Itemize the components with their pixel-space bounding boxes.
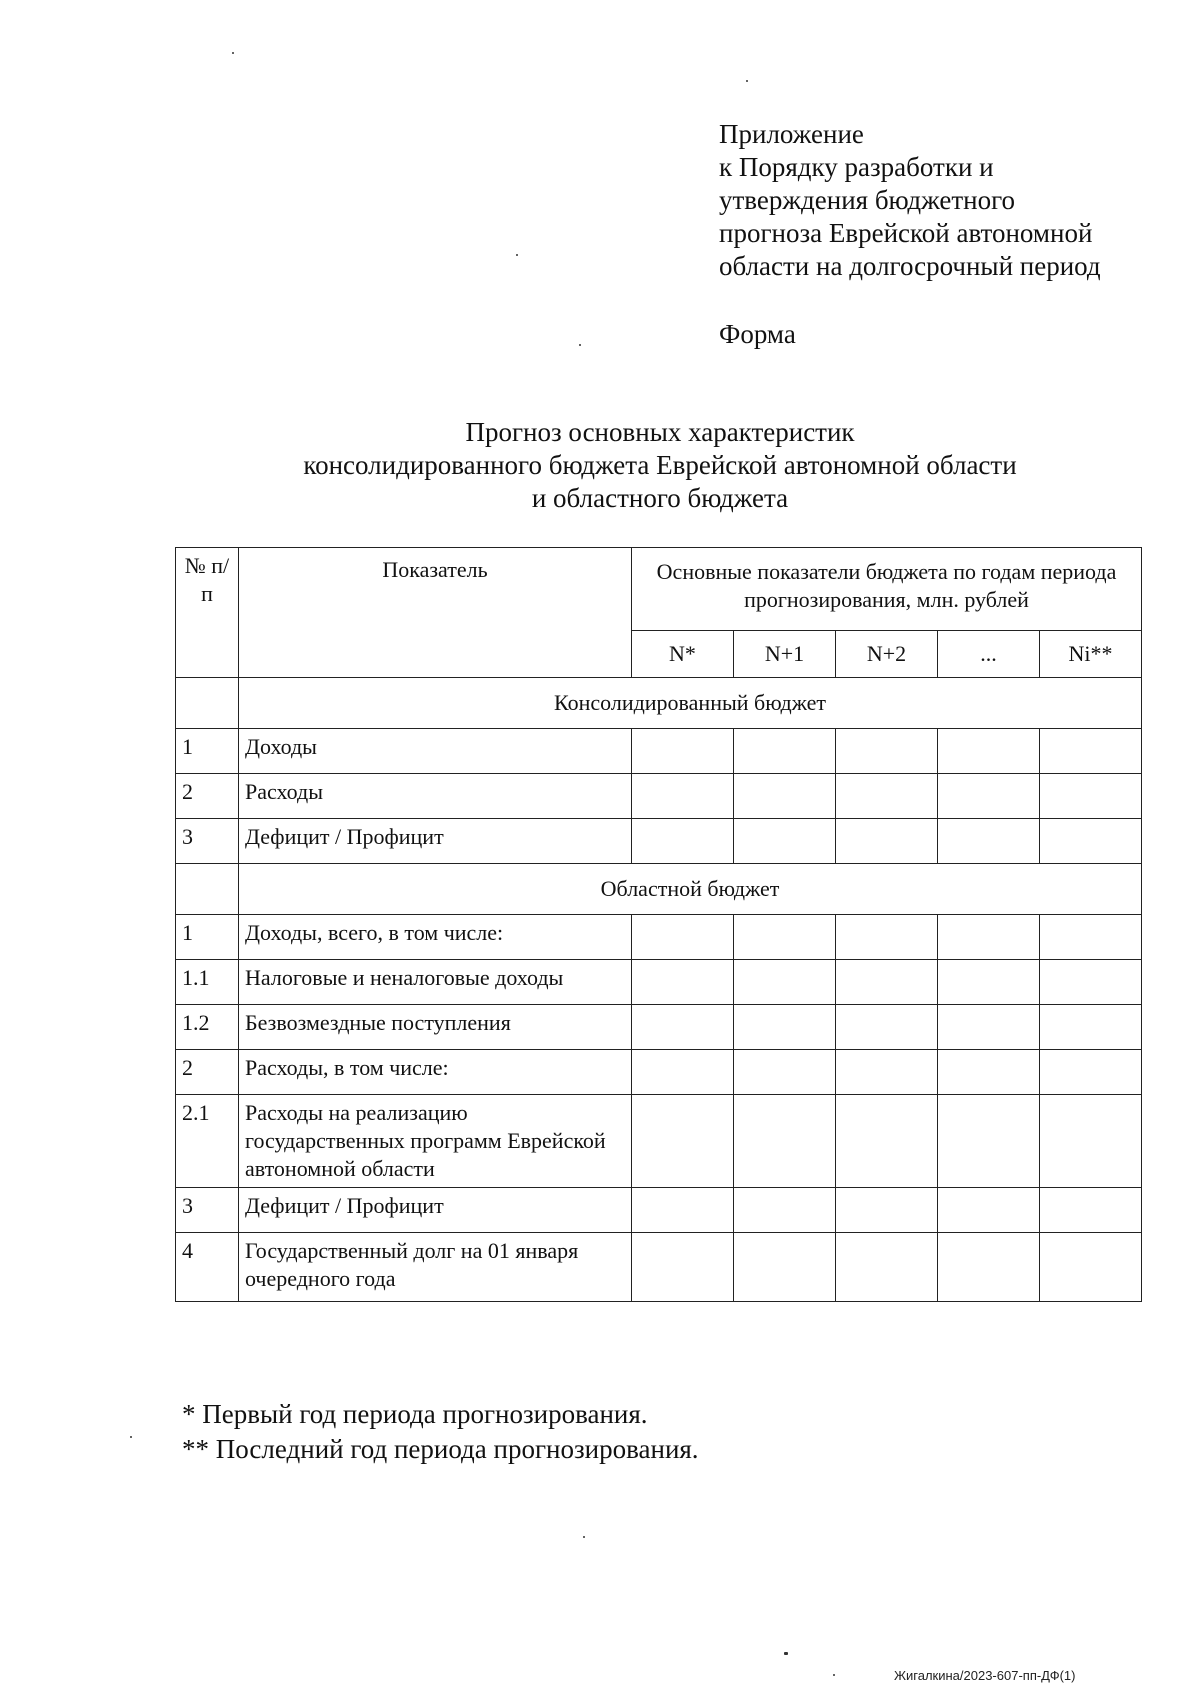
- section-title: Областной бюджет: [239, 864, 1142, 915]
- value-cell: [734, 1233, 836, 1302]
- section-row: [176, 678, 1142, 729]
- header-group: Основные показатели бюджета по годам периода прогнозирования, млн. рублей: [632, 548, 1142, 631]
- table-row: [176, 729, 1142, 774]
- title-line: и областного бюджета: [531, 483, 789, 513]
- value-cell: [632, 1005, 734, 1050]
- value-cell: [1040, 1233, 1142, 1302]
- value-cell: [836, 915, 938, 960]
- section-num-cell: [176, 864, 239, 915]
- scan-speck: [130, 1436, 132, 1438]
- value-cell: [836, 774, 938, 819]
- value-cell: [734, 1095, 836, 1188]
- table-row: [176, 819, 1142, 864]
- row-label: Безвозмездные поступления: [239, 1005, 632, 1050]
- table-row: [176, 960, 1142, 1005]
- header-num: № п/п: [176, 548, 239, 678]
- scan-speck: [583, 1536, 585, 1538]
- appendix-line: утверждения бюджетного: [719, 185, 1016, 215]
- table-row: [176, 1233, 1142, 1302]
- value-cell: [836, 1005, 938, 1050]
- scan-speck: [784, 1652, 788, 1655]
- section-num-cell: [176, 678, 239, 729]
- value-cell: [938, 729, 1040, 774]
- value-cell: [938, 1050, 1040, 1095]
- value-cell: [632, 1233, 734, 1302]
- table-row: [176, 1050, 1142, 1095]
- row-number: 4: [176, 1233, 239, 1302]
- value-cell: [836, 1188, 938, 1233]
- title-line: Прогноз основных характеристик: [465, 417, 855, 447]
- table-row: [176, 915, 1142, 960]
- table-row: [176, 1005, 1142, 1050]
- value-cell: [938, 819, 1040, 864]
- appendix-block: [719, 118, 1159, 283]
- table-body: [176, 678, 1142, 1302]
- section-title: Консолидированный бюджет: [239, 678, 1142, 729]
- value-cell: [1040, 774, 1142, 819]
- header-indicator: Показатель: [239, 548, 632, 678]
- value-cell: [938, 960, 1040, 1005]
- value-cell: [734, 1005, 836, 1050]
- header-year: N*: [632, 631, 734, 678]
- row-label: Дефицит / Профицит: [239, 819, 632, 864]
- footnotes: [182, 1397, 699, 1467]
- value-cell: [836, 1233, 938, 1302]
- value-cell: [734, 915, 836, 960]
- value-cell: [1040, 1005, 1142, 1050]
- value-cell: [734, 729, 836, 774]
- appendix-line: Приложение: [719, 119, 864, 149]
- header-year: Ni**: [1040, 631, 1142, 678]
- row-number: 2: [176, 774, 239, 819]
- scan-speck: [232, 52, 234, 54]
- appendix-line: прогноза Еврейской автономной: [719, 218, 1093, 248]
- value-cell: [1040, 1050, 1142, 1095]
- table-row: [176, 1095, 1142, 1188]
- value-cell: [632, 729, 734, 774]
- row-number: 3: [176, 1188, 239, 1233]
- value-cell: [734, 1050, 836, 1095]
- header-year: N+2: [836, 631, 938, 678]
- table-row: [176, 1188, 1142, 1233]
- value-cell: [938, 1005, 1040, 1050]
- row-label: Расходы на реализацию государственных программ Еврейской автономной области: [239, 1095, 632, 1188]
- row-number: 1: [176, 729, 239, 774]
- title-line: консолидированного бюджета Еврейской автономной области: [303, 450, 1017, 480]
- scan-speck: [579, 344, 581, 346]
- footnote: * Первый год периода прогнозирования.: [182, 1399, 648, 1429]
- value-cell: [1040, 960, 1142, 1005]
- document-title: [0, 416, 1200, 515]
- row-label: Расходы: [239, 774, 632, 819]
- value-cell: [632, 774, 734, 819]
- value-cell: [1040, 1095, 1142, 1188]
- budget-forecast-table: [175, 547, 1142, 1302]
- header-year: ...: [938, 631, 1040, 678]
- value-cell: [734, 819, 836, 864]
- form-label: Форма: [719, 319, 796, 349]
- value-cell: [836, 960, 938, 1005]
- value-cell: [632, 1095, 734, 1188]
- row-label: Государственный долг на 01 января очередного года: [239, 1233, 632, 1302]
- value-cell: [1040, 819, 1142, 864]
- value-cell: [938, 774, 1040, 819]
- row-number: 1.1: [176, 960, 239, 1005]
- value-cell: [1040, 915, 1142, 960]
- value-cell: [632, 960, 734, 1005]
- value-cell: [1040, 729, 1142, 774]
- row-label: Дефицит / Профицит: [239, 1188, 632, 1233]
- scan-speck: [746, 80, 748, 82]
- appendix-line: к Порядку разработки и: [719, 152, 994, 182]
- row-label: Расходы, в том числе:: [239, 1050, 632, 1095]
- table-row: [176, 774, 1142, 819]
- document-stamp: Жигалкина/2023-607-пп-ДФ(1): [894, 1668, 1076, 1683]
- value-cell: [632, 1188, 734, 1233]
- value-cell: [938, 915, 1040, 960]
- value-cell: [836, 819, 938, 864]
- section-row: [176, 864, 1142, 915]
- value-cell: [734, 774, 836, 819]
- value-cell: [938, 1233, 1040, 1302]
- row-number: 1.2: [176, 1005, 239, 1050]
- value-cell: [632, 819, 734, 864]
- scan-speck: [516, 254, 518, 256]
- value-cell: [632, 1050, 734, 1095]
- value-cell: [836, 1050, 938, 1095]
- value-cell: [734, 960, 836, 1005]
- row-number: 1: [176, 915, 239, 960]
- appendix-line: области на долгосрочный период: [719, 251, 1101, 281]
- value-cell: [632, 915, 734, 960]
- value-cell: [938, 1095, 1040, 1188]
- row-label: Налоговые и неналоговые доходы: [239, 960, 632, 1005]
- row-number: 3: [176, 819, 239, 864]
- value-cell: [836, 1095, 938, 1188]
- row-label: Доходы: [239, 729, 632, 774]
- header-row: [176, 548, 1142, 631]
- value-cell: [836, 729, 938, 774]
- scan-speck: [833, 1674, 835, 1676]
- header-year: N+1: [734, 631, 836, 678]
- row-label: Доходы, всего, в том числе:: [239, 915, 632, 960]
- value-cell: [1040, 1188, 1142, 1233]
- row-number: 2: [176, 1050, 239, 1095]
- value-cell: [734, 1188, 836, 1233]
- row-number: 2.1: [176, 1095, 239, 1188]
- value-cell: [938, 1188, 1040, 1233]
- footnote: ** Последний год периода прогнозирования.: [182, 1434, 699, 1464]
